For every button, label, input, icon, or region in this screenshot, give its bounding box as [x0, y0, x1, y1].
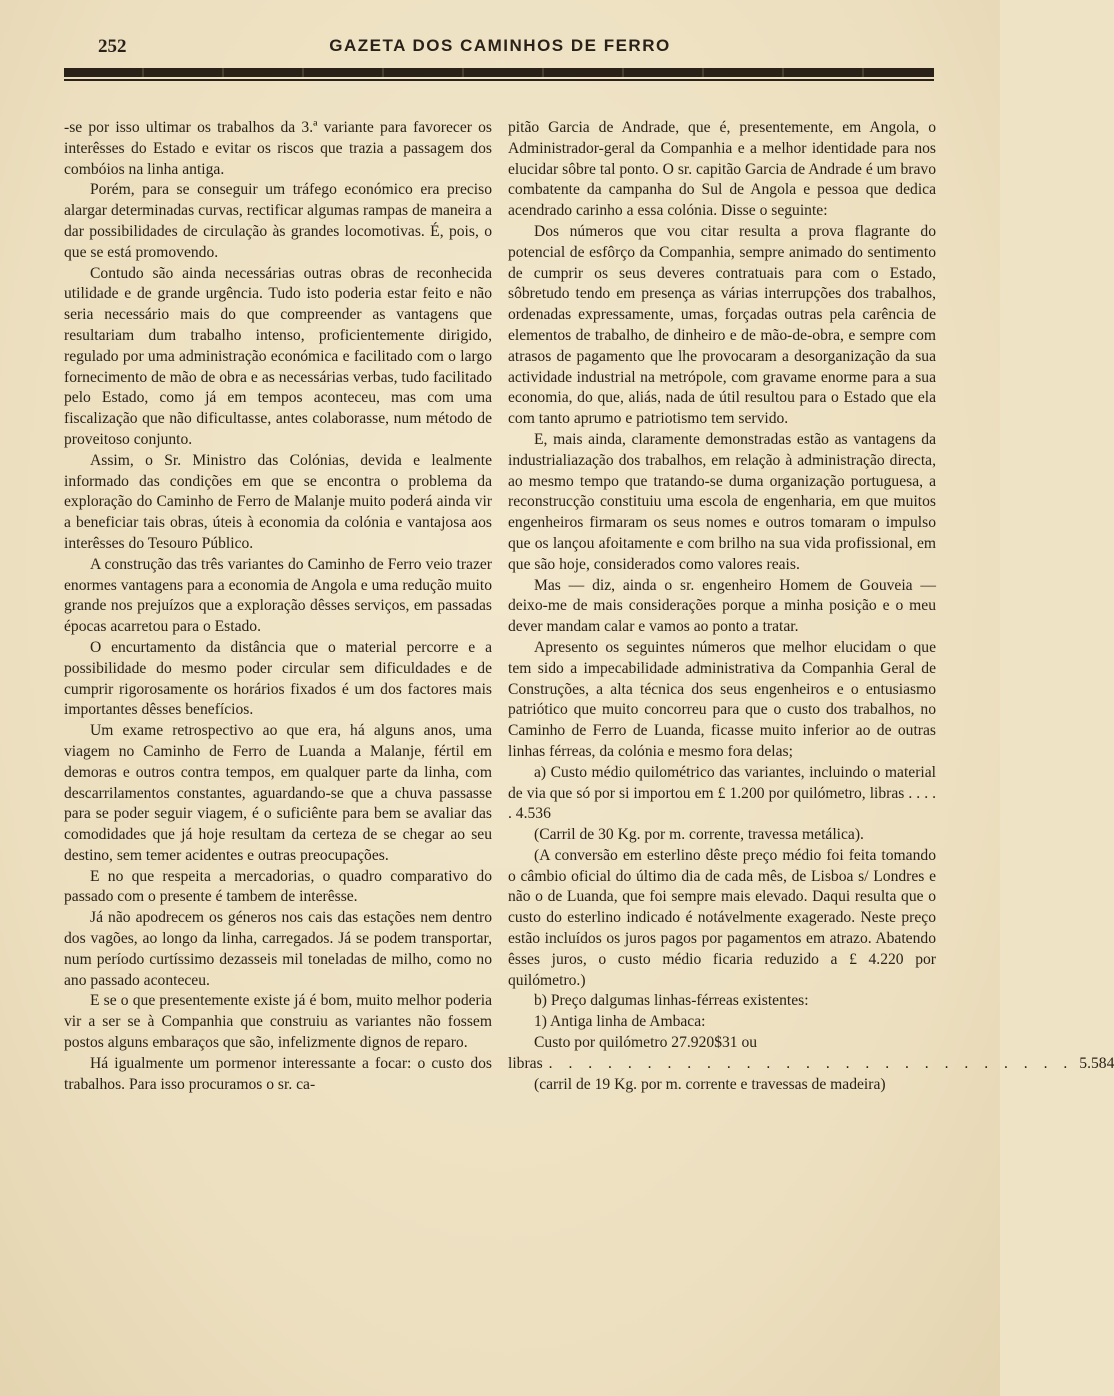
paragraph: Porém, para se conseguir um tráfego económico era preciso alargar determinadas curvas, rectificar algumas rampas de maneira a dar possibilidades de circulação às grandes locomotivas. É, pois, o que se está promovendo. [64, 181, 492, 261]
header-rule-thin [64, 79, 934, 81]
leader-dots: . . . . . [508, 784, 937, 823]
left-column [64, 118, 492, 1095]
cost-item-a-conversion: (A conversão em esterlino dêste preço médio foi feita tomando o câmbio oficial do último dia de cada mês, de Lisboa s/ Londres e não o de Luanda, que foi sempre mais elevado. Daqui resulta que o custo do esterlino indicado é notávelmente exagerado. Neste preço estão incluídos os juros pagos por pagamentos em atrazo. Abatendo êsses juros, o custo médio ficaria reduzido a £ 4.220 por quilómetro.) [508, 846, 936, 989]
paragraph: O encurtamento da distância que o material percorre e a possibilidade do mesmo poder circular sem dificuldades e de cumprir rigorosamente os horários fixados é um dos factores mais importantes dêsses benefícios. [64, 638, 492, 719]
page-header [60, 30, 940, 80]
cost-item-a [508, 763, 936, 825]
journal-title: GAZETA DOS CAMINHOS DE FERRO [329, 36, 671, 55]
paragraph: Mas — diz, ainda o sr. engenheiro Homem de Gouveia — deixo-me de mais considerações porque a minha posição e o meu dever mandam calar e vamos ao ponto a tratar. [508, 576, 936, 636]
paragraph: Apresento os seguintes números que melhor elucidam o que tem sido a impecabilidade administrativa da Companhia Geral de Construções, a alta técnica dos seus engenheiros e o entusiasmo patriótico que muito concorreu para que o custo dos trabalhos, no Caminho de Ferro de Luanda, ficasse muito inferior ao de outras linhas férreas, da colónia e mesmo fora delas; [508, 638, 936, 760]
cost-item-b1-value: 5.584 [1079, 1054, 1114, 1072]
page-number: 252 [98, 36, 127, 57]
cost-item-b1-note: (carril de 19 Kg. por m. corrente e travessas de madeira) [534, 1075, 886, 1093]
paragraph: E, mais ainda, claramente demonstradas estão as vantagens da industrialiazação dos trabalhos, em relação à administração directa, ao mesmo tempo que tratando-se duma organização portuguesa, a reconstrucção constituiu uma escola de engenharia, em que muitos engenheiros firmaram os seus nomes e outros tomaram o impulso que os lançou afoitamente e com brilho na sua vida profissional, em que são hoje, considerados como valores reais. [508, 430, 936, 573]
paragraph: E no que respeita a mercadorias, o quadro comparativo do passado com o presente é tambem de interêsse. [64, 867, 492, 906]
paragraph: Um exame retrospectivo ao que era, há alguns anos, uma viagem no Caminho de Ferro de Luanda a Malanje, fértil em demoras e outros contra tempos, em qualquer parte da linha, com descarrilamentos constantes, aguardando-se que a chuva passasse para se poder seguir viagem, é o suficiênte para bem se avaliar das comodidades que já hoje resultam da certeza de se chegar ao seu destino, sem temer acidentes e outras preocupações. [64, 722, 492, 864]
right-column [508, 118, 1114, 1095]
paragraph: Já não apodrecem os géneros nos cais das estações nem dentro dos vagões, ao longo da linha, carregados. Já se podem transportar, num período curtíssimo dezasseis mil toneladas de milho, como no ano passado aconteceu. [64, 909, 492, 989]
paragraph: Há igualmente um pormenor interessante a focar: o custo dos trabalhos. Para isso procuramos o sr. ca- [64, 1054, 492, 1093]
paragraph: E se o que presentemente existe já é bom, muito melhor poderia vir a ser se à Companhia que construiu as variantes não fossem postos alguns embaraços que são, infelizmente dignos de reparo. [64, 992, 492, 1052]
paragraph: Assim, o Sr. Ministro das Colónias, devida e lealmente informado das condições em que se encontra o problema da exploração do Caminho de Ferro de Malanje muito poderá ainda vir a beneficiar tais obras, úteis à economia da colónia e vantajosa aos interêsses do Tesouro Público. [64, 451, 492, 552]
paragraph: Contudo são ainda necessárias outras obras de reconhecida utilidade e de grande urgência. Tudo isto poderia estar feito e não seria necessário mais do que compreender as vantagens que resultariam dum trabalho intenso, proficientemente dirigido, regulado por uma administração económica e facilitado com o largo fornecimento de mão de obra e as necessárias verbas, tudo facilitado pelo Estado, como já em tempos aconteceu, mas com uma fiscalização que não dificultasse, antes colaborasse, num método de proveitoso conjunto. [64, 264, 492, 448]
cost-item-b1-line [508, 1054, 1114, 1075]
cost-item-b1-label: libras [508, 1054, 543, 1072]
cost-item-a-text: a) Custo médio quilométrico das variantes, incluindo o material de via que só por si importou em £ 1.200 por quilómetro, libras [508, 763, 936, 802]
cost-item-b-title: b) Preço dalgumas linhas-férreas existentes: [534, 992, 809, 1010]
paragraph: A construção das três variantes do Caminho de Ferro veio trazer enormes vantagens para a economia de Angola e uma redução muito grande nos prejuízos que a exploração dêsses serviços, em passadas épocas acarretou para o Estado. [64, 555, 492, 636]
cost-item-a-value: 4.536 [515, 805, 551, 823]
paragraph: pitão Garcia de Andrade, que é, presentemente, em Angola, o Administrador-geral da Companhia e a melhor identidade para nos elucidar sôbre tal ponto. O sr. capitão Garcia de Andrade é um bravo combatente da campanha do Sul de Angola e pessoa que dedica acendrado carinho a essa colónia. Disse o seguinte: [508, 119, 936, 220]
cost-item-b1-title: 1) Antiga linha de Ambaca: [534, 1013, 706, 1031]
cost-item-a-note: (Carril de 30 Kg. por m. corrente, travessa metálica). [534, 826, 864, 844]
header-rule-thick [64, 68, 934, 77]
leader-dots: . . . . . . . . . . . . . . . . . . . . . . . . . . . [548, 1054, 1074, 1072]
cost-item-b1-cost: Custo por quilómetro 27.920$31 ou [534, 1034, 758, 1052]
paragraph: -se por isso ultimar os trabalhos da 3.ª variante para favorecer os interêsses do Estado e evitar os riscos que trazia a passagem dos combóios na linha antiga. [64, 119, 492, 178]
paragraph: Dos números que vou citar resulta a prova flagrante do potencial de esfôrço da Companhia, sempre animado do sentimento de cumprir os seus deveres contratuais para com o Estado, sôbretudo tendo em presença as várias interrupções dos trabalhos, ordenadas expressamente, umas, forçadas outras pela carência de elementos de trabalho, de dinheiro e de mão-de-obra, e sempre com atrasos de pagamento que lhe provocaram a desorganização da sua actividade industrial na metrópole, com gravame enorme para a sua economia, do que, aliás, nada de útil resultou para o Estado que ela com tanto aprumo e patriotismo tem servido. [508, 222, 936, 428]
